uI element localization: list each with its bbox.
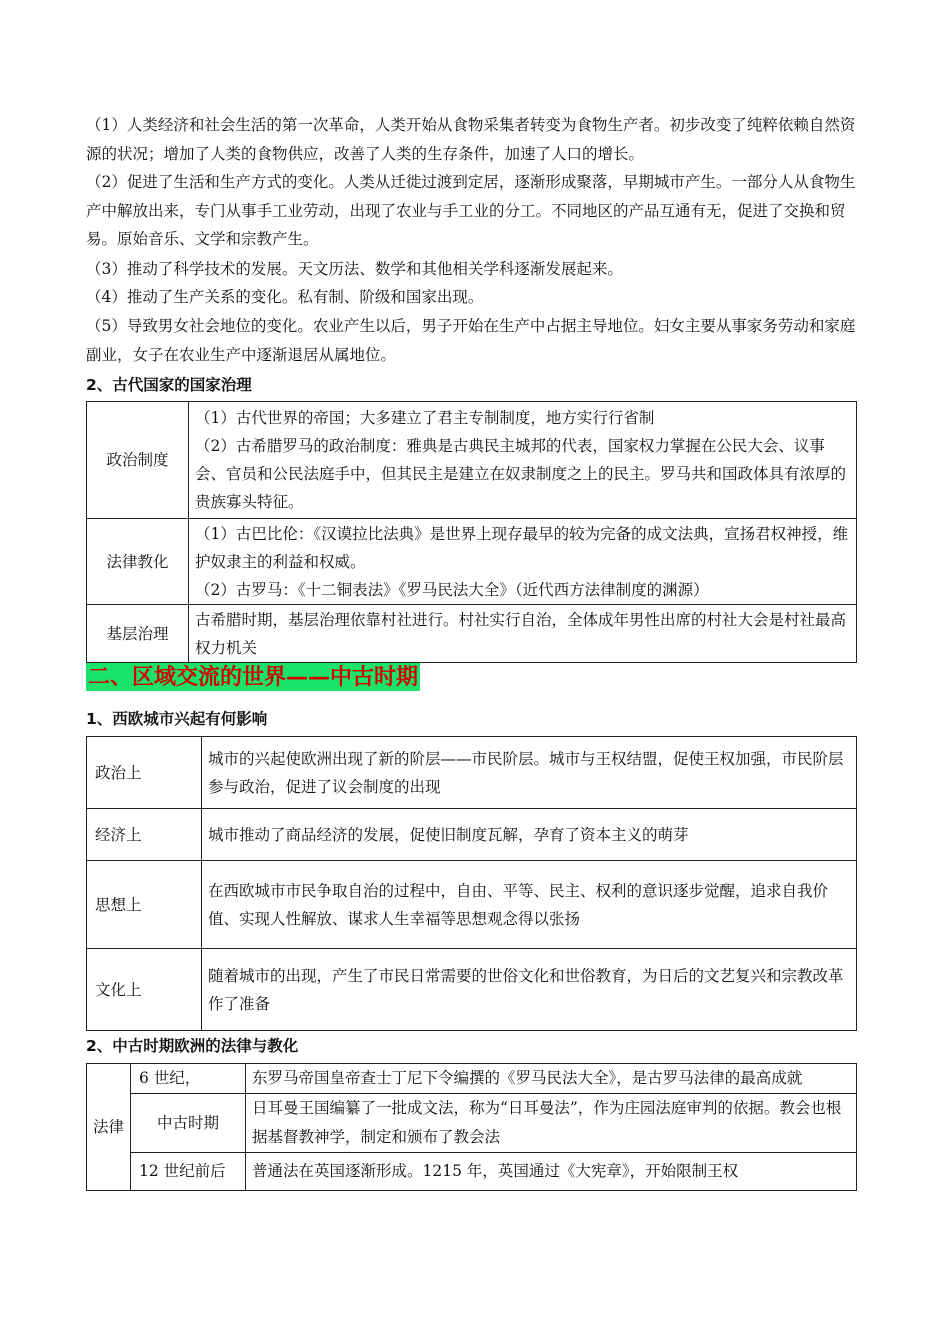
row-content: 城市的兴起使欧洲出现了新的阶层——市民阶层。城市与王权结盟，促使王权加强，市民阶层参与政治，促进了议会制度的出现 (202, 737, 857, 809)
cell-text: （1）古代世界的帝国；大多建立了君主专制制度，地方实行行省制 (195, 409, 655, 427)
row-content (189, 402, 857, 519)
section-heading-law: 2、中古时期欧洲的法律与教化 (86, 1037, 299, 1055)
intro-paragraph-2: （2）促进了生活和生产方式的变化。人类从迁徙过渡到定居，逐渐形成聚落，早期城市产生。一部分人从食物生产中解放出来，专门从事手工业劳动，出现了农业与手工业的分工。不同地区的产品互通有无，促进了交换和贸易。原始音乐、文学和宗教产生。 (86, 173, 856, 248)
row-label: 文化上 (87, 949, 202, 1031)
group-label: 法律 (87, 1064, 131, 1191)
table-row (87, 949, 857, 1031)
medieval-law-table (86, 1063, 857, 1191)
row-label: 政治上 (87, 737, 202, 809)
table-row (87, 737, 857, 809)
row-label: 法律教化 (87, 519, 189, 605)
row-content: 随着城市的出现，产生了市民日常需要的世俗文化和世俗教育，为日后的文艺复兴和宗教改革作了准备 (202, 949, 857, 1031)
row-content: 城市推动了商品经济的发展，促使旧制度瓦解，孕育了资本主义的萌芽 (202, 809, 857, 861)
row-label: 政治制度 (87, 402, 189, 519)
row-content: 东罗马帝国皇帝查士丁尼下令编撰的《罗马民法大全》，是古罗马法律的最高成就 (246, 1064, 857, 1094)
table-row (87, 861, 857, 949)
section-title-medieval: 二、区域交流的世界——中古时期 (88, 664, 419, 690)
period-label: 12 世纪前后 (131, 1153, 246, 1191)
cities-impact-table (86, 736, 857, 1031)
cell-text: （2）古希腊罗马的政治制度：雅典是古典民主城邦的代表，国家权力掌握在公民大会、议事会、官员和公民法庭手中，但其民主是建立在奴隶制度之上的民主。罗马共和国政体具有浓厚的贵族寡头特征。 (195, 437, 847, 511)
table-row (87, 1094, 857, 1153)
row-label: 基层治理 (87, 605, 189, 663)
intro-paragraph-3: （3）推动了科学技术的发展。天文历法、数学和其他相关学科逐渐发展起来。 (86, 260, 623, 278)
table-row (87, 809, 857, 861)
section-heading-cities: 1、西欧城市兴起有何影响 (86, 710, 268, 728)
row-label: 经济上 (87, 809, 202, 861)
table-row (87, 402, 857, 519)
cell-text: （1）古巴比伦：《汉谟拉比法典》是世界上现存最早的较为完备的成文法典，宣扬君权神授，维护奴隶主的利益和权威。 (195, 524, 849, 571)
row-content: 日耳曼王国编纂了一批成文法，称为“日耳曼法”，作为庄园法庭审判的依据。教会也根据基督教神学，制定和颁布了教会法 (246, 1094, 857, 1153)
intro-paragraph-1: （1）人类经济和社会生活的第一次革命，人类开始从食物采集者转变为食物生产者。初步改变了纯粹依赖自然资源的状况；增加了人类的食物供应，改善了人类的生存条件，加速了人口的增长。 (86, 116, 856, 163)
period-label: 中古时期 (131, 1094, 246, 1153)
cell-text: 古希腊时期，基层治理依靠村社进行。村社实行自治，全体成年男性出席的村社大会是村社最高权力机关 (195, 610, 847, 657)
row-content (189, 605, 857, 663)
intro-paragraph-5: （5）导致男女社会地位的变化。农业产生以后，男子开始在生产中占据主导地位。妇女主要从事家务劳动和家庭副业，女子在农业生产中逐渐退居从属地位。 (86, 317, 856, 364)
section-heading-governance: 2、古代国家的国家治理 (86, 376, 252, 394)
table-row (87, 605, 857, 663)
row-label: 思想上 (87, 861, 202, 949)
governance-table (86, 401, 857, 663)
period-label: 6 世纪， (131, 1064, 246, 1094)
intro-paragraph-4: （4）推动了生产关系的变化。私有制、阶级和国家出现。 (86, 288, 484, 306)
cell-text: （2）古罗马：《十二铜表法》《罗马民法大全》（近代西方法律制度的渊源） (195, 580, 709, 599)
row-content: 在西欧城市市民争取自治的过程中，自由、平等、民主、权利的意识逐步觉醒，追求自我价值、实现人性解放、谋求人生幸福等思想观念得以张扬 (202, 861, 857, 949)
table-row (87, 1064, 857, 1094)
table-row (87, 519, 857, 605)
row-content: 普通法在英国逐渐形成。1215 年，英国通过《大宪章》，开始限制王权 (246, 1153, 857, 1191)
row-content (189, 519, 857, 605)
table-row (87, 1153, 857, 1191)
